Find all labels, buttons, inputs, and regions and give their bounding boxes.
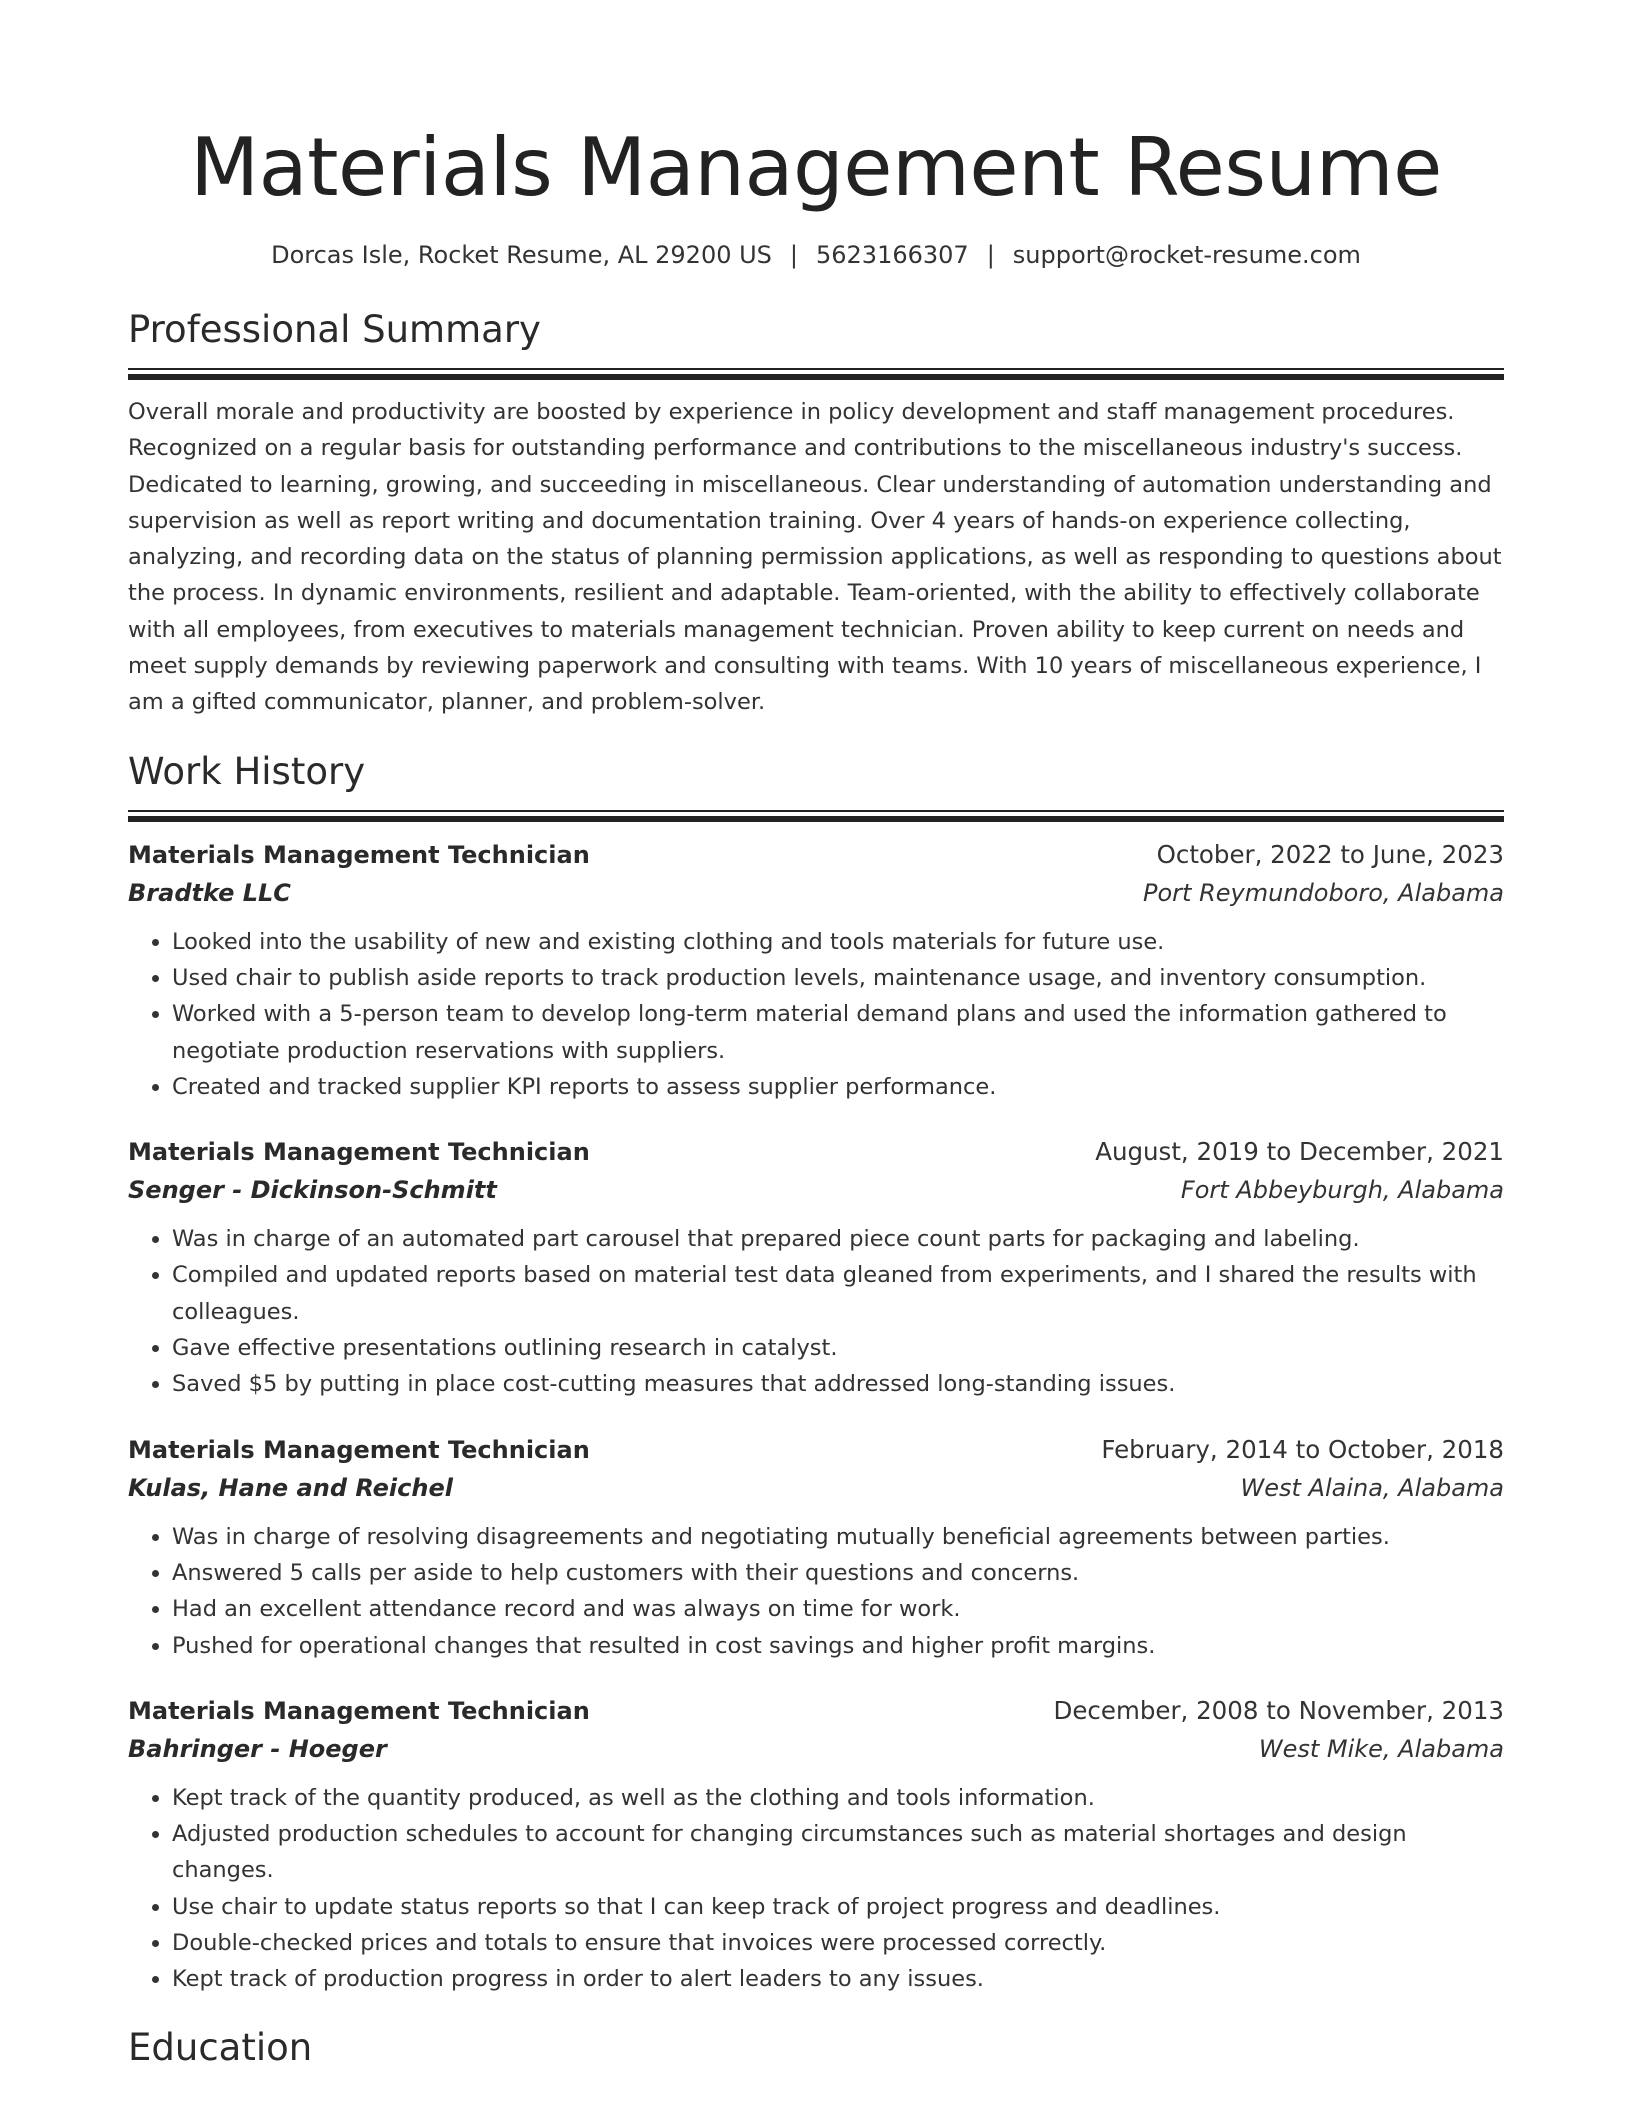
job-bullet: • Use chair to update status reports so that I can keep track of project progress and deadlines. — [172, 1889, 1504, 1925]
job-bullet: • Created and tracked supplier KPI reports to assess supplier performance. — [172, 1069, 1504, 1105]
job-bullet: • Was in charge of resolving disagreements and negotiating mutually beneficial agreements between parties. — [172, 1519, 1504, 1555]
contact-line — [128, 238, 1504, 272]
job-company: Bahringer - Hoeger — [128, 1734, 387, 1763]
job-bullets — [128, 1780, 1504, 1998]
section-title-education: Education — [128, 2025, 313, 2069]
contact-separator: | — [789, 241, 798, 269]
job-dates: February, 2014 to October, 2018 — [1101, 1434, 1504, 1464]
job-location: West Mike, Alabama — [1258, 1734, 1504, 1763]
job-bullet: • Double-checked prices and totals to ensure that invoices were processed correctly. — [172, 1925, 1504, 1961]
resume-title: Materials Management Resume — [190, 121, 1442, 214]
job-company: Bradtke LLC — [128, 878, 291, 907]
job-bullet: • Gave effective presentations outlining research in catalyst. — [172, 1330, 1504, 1366]
job-bullets — [128, 924, 1504, 1105]
job-location: Port Reymundoboro, Alabama — [1143, 878, 1504, 907]
job-entry — [128, 1133, 1504, 1402]
job-company: Senger - Dickinson-Schmitt — [128, 1176, 497, 1205]
section-title-work-history: Work History — [128, 749, 366, 793]
resume-content — [128, 108, 1504, 2074]
job-bullet: • Compiled and updated reports based on material test data gleaned from experiments, and I shared the results with colleagues. — [172, 1257, 1504, 1330]
job-dates: October, 2022 to June, 2023 — [1156, 839, 1504, 869]
job-bullet: • Adjusted production schedules to account for changing circumstances such as material shortages and design changes. — [172, 1816, 1504, 1889]
job-bullet: • Looked into the usability of new and existing clothing and tools materials for future use. — [172, 924, 1504, 960]
work-history-section — [128, 746, 1504, 1998]
job-bullets — [128, 1221, 1504, 1402]
job-bullet: • Pushed for operational changes that resulted in cost savings and higher profit margins. — [172, 1628, 1504, 1664]
job-bullet: • Kept track of the quantity produced, as well as the clothing and tools information. — [172, 1780, 1504, 1816]
education-section — [128, 2022, 1504, 2074]
job-bullet: • Used chair to publish aside reports to track production levels, maintenance usage, and inventory consumption. — [172, 960, 1504, 996]
job-entry — [128, 836, 1504, 1105]
job-bullets — [128, 1519, 1504, 1664]
summary-text: Overall morale and productivity are boosted by experience in policy development and staff management procedures. Recognized on a regular basis for outstanding performance and contributions to the miscellaneous industry's success. Dedicated to learning, growing, and succeeding in miscellaneous. Clear understanding of automation understanding and supervision as well as report writing and documentation training. Over 4 years of hands-on experience collecting, analyzing, and recording data on the status of planning permission applications, as well as responding to questions about the process. In dynamic environments, resilient and adaptable. Team-oriented, with the ability to effectively collaborate with all employees, from executives to materials management technician. Proven ability to keep current on needs and meet supply demands by reviewing paperwork and consulting with teams. With 10 years of miscellaneous experience, I am a gifted communicator, planner, and problem-solver. — [128, 399, 1502, 716]
job-entry — [128, 1692, 1504, 1998]
job-bullet: • Was in charge of an automated part carousel that prepared piece count parts for packaging and labeling. — [172, 1221, 1504, 1257]
contact-phone: 5623166307 — [816, 241, 969, 269]
summary-section — [128, 304, 1504, 721]
contact-separator: | — [986, 241, 995, 269]
job-title: Materials Management Technician — [128, 1138, 590, 1167]
job-bullet: • Kept track of production progress in order to alert leaders to any issues. — [172, 1961, 1504, 1997]
job-dates: December, 2008 to November, 2013 — [1053, 1695, 1504, 1725]
job-title: Materials Management Technician — [128, 840, 590, 869]
job-bullet: • Saved $5 by putting in place cost-cutting measures that addressed long-standing issues. — [172, 1366, 1504, 1402]
job-bullet: • Answered 5 calls per aside to help customers with their questions and concerns. — [172, 1555, 1504, 1591]
job-company: Kulas, Hane and Reichel — [128, 1473, 453, 1502]
job-title: Materials Management Technician — [128, 1435, 590, 1464]
job-bullet: • Had an excellent attendance record and was always on time for work. — [172, 1591, 1504, 1627]
job-location: Fort Abbeyburgh, Alabama — [1180, 1176, 1504, 1205]
contact-email: support@rocket-resume.com — [1012, 241, 1361, 269]
contact-address: Dorcas Isle, Rocket Resume, AL 29200 US — [271, 241, 772, 269]
job-title: Materials Management Technician — [128, 1696, 590, 1725]
job-dates: August, 2019 to December, 2021 — [1095, 1137, 1504, 1167]
job-entry — [128, 1431, 1504, 1664]
section-divider — [128, 368, 1504, 380]
section-divider — [128, 810, 1504, 822]
job-location: West Alaina, Alabama — [1240, 1473, 1504, 1502]
job-bullet: • Worked with a 5-person team to develop long-term material demand plans and used the information gathered to negotiate production reservations with suppliers. — [172, 996, 1504, 1069]
section-title-summary: Professional Summary — [128, 308, 541, 351]
